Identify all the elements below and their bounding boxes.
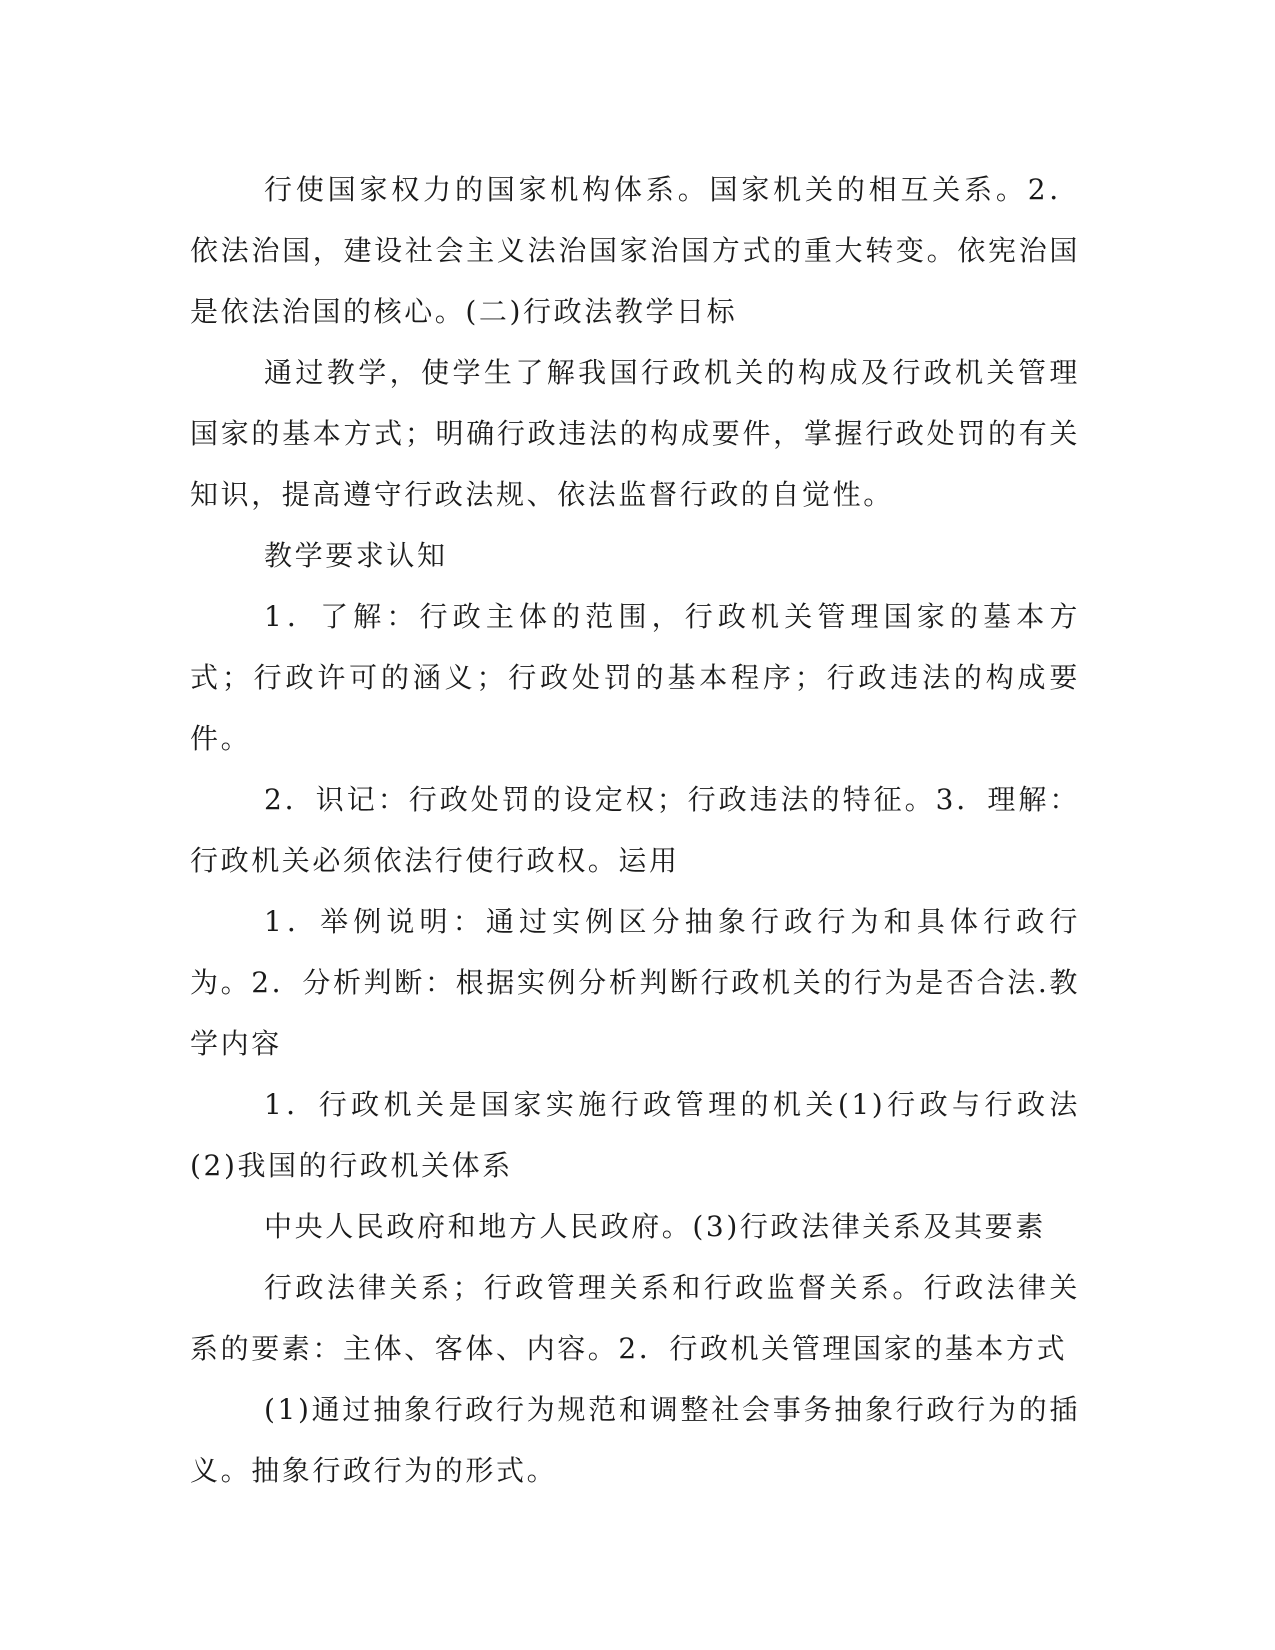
paragraph-10: (1)通过抽象行政行为规范和调整社会事务抽象行政行为的插义。抽象行政行为的形式。 (190, 1393, 1080, 1487)
paragraph-4: 1．了解：行政主体的范围，行政机关管理国家的墓本方式；行政许可的涵义；行政处罚的基本程序；行政违法的构成要件。 (190, 600, 1080, 755)
paragraph-3: 教学要求认知 (264, 539, 448, 572)
paragraph-9: 行政法律关系；行政管理关系和行政监督关系。行政法律关系的要素：主体、客体、内容。2．行政机关管理国家的基本方式 (190, 1271, 1080, 1365)
paragraph-2: 通过教学，使学生了解我国行政机关的构成及行政机关管理国家的基本方式；明确行政违法的构成要件，掌握行政处罚的有关知识，提高遵守行政法规、依法监督行政的自觉性。 (190, 356, 1080, 511)
paragraph-7: 1．行政机关是国家实施行政管理的机关(1)行政与行政法(2)我国的行政机关体系 (190, 1088, 1080, 1182)
paragraph-5: 2．识记：行政处罚的设定权；行政违法的特征。3．理解：行政机关必须依法行使行政权。运用 (190, 783, 1080, 877)
paragraph-6: 1．举例说明：通过实例区分抽象行政行为和具体行政行为。2．分析判断：根据实例分析判断行政机关的行为是否合法.教学内容 (190, 905, 1080, 1060)
paragraph-1: 行使国家权力的国家机构体系。国家机关的相互关系。2．依法治国，建设社会主义法治国家治国方式的重大转变。依宪治国是依法治国的核心。(二)行政法教学日标 (190, 173, 1080, 328)
paragraph-8: 中央人民政府和地方人民政府。(3)行政法律关系及其要素 (264, 1210, 1046, 1243)
document-body (190, 159, 1080, 1501)
